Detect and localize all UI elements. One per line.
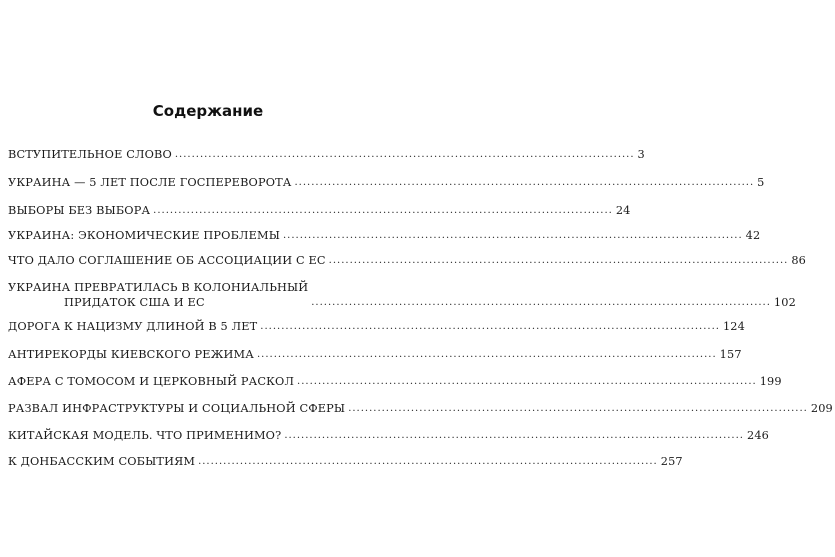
toc-page-number: 246: [746, 429, 769, 442]
toc-page-number: 157: [719, 348, 742, 361]
dot-leader: ..............................................................................................................: [348, 403, 808, 414]
dot-leader: ..............................................................................................................: [294, 177, 755, 188]
toc-entry-title-line1: УКРАИНА ПРЕВРАТИЛАСЬ В КОЛОНИАЛЬНЫЙ: [8, 281, 309, 294]
toc-entry-title: КИТАЙСКАЯ МОДЕЛЬ. ЧТО ПРИМЕНИМО?: [8, 429, 282, 442]
toc-entry: [8, 454, 683, 469]
dot-leader: ..............................................................................................................: [174, 149, 635, 160]
toc-entry-title: К ДОНБАССКИМ СОБЫТИЯМ: [8, 455, 196, 468]
dot-leader: ..............................................................................................................: [311, 297, 771, 308]
dot-leader: ..............................................................................................................: [260, 321, 720, 332]
toc-entry-title-block: [8, 280, 308, 310]
toc-entry-title: УКРАИНА — 5 ЛЕТ ПОСЛЕ ГОСПЕРЕВОРОТА: [8, 176, 292, 189]
toc-entry: [8, 319, 745, 334]
toc-entry: [8, 347, 742, 362]
toc-page-number: 102: [773, 296, 796, 309]
toc-entry: [8, 175, 765, 190]
dot-leader: ..............................................................................................................: [153, 205, 613, 216]
page-title: Содержание: [152, 102, 264, 120]
toc-entry-title: ДОРОГА К НАЦИЗМУ ДЛИНОЙ В 5 ЛЕТ: [8, 320, 258, 333]
toc-entry: [8, 203, 631, 218]
dot-leader: ..............................................................................................................: [282, 230, 743, 241]
toc-page-number: 199: [759, 375, 782, 388]
toc-page-number: 42: [745, 229, 761, 242]
toc-entry-title: УКРАИНА: ЭКОНОМИЧЕСКИЕ ПРОБЛЕМЫ: [8, 229, 280, 242]
toc-page-number: 124: [722, 320, 745, 333]
toc-entry-title: РАЗВАЛ ИНФРАСТРУКТУРЫ И СОЦИАЛЬНОЙ СФЕРЫ: [8, 402, 346, 415]
toc-page-number: 5: [757, 176, 765, 189]
dot-leader: ..............................................................................................................: [297, 376, 757, 387]
toc-entry-title: ВЫБОРЫ БЕЗ ВЫБОРА: [8, 204, 151, 217]
toc-entry-title: АНТИРЕКОРДЫ КИЕВСКОГО РЕЖИМА: [8, 348, 254, 361]
dot-leader: ..............................................................................................................: [284, 430, 744, 441]
toc-page-number: 3: [637, 148, 645, 161]
toc-entry: [8, 280, 796, 310]
toc-entry: [8, 228, 761, 243]
dot-leader: ..............................................................................................................: [198, 456, 658, 467]
toc-page-number: 24: [615, 204, 631, 217]
toc-entry: [8, 253, 807, 268]
toc-entry-title-line2: ПРИДАТОК США И ЕС: [64, 296, 205, 309]
toc-page-number: 257: [660, 455, 683, 468]
dot-leader: ..............................................................................................................: [256, 349, 717, 360]
dot-leader: ..............................................................................................................: [328, 255, 789, 266]
toc-entry: [8, 428, 769, 443]
toc-entry-title: ВСТУПИТЕЛЬНОЕ СЛОВО: [8, 148, 172, 161]
toc-entry: [8, 374, 782, 389]
toc-entry-title: АФЕРА С ТОМОСОМ И ЦЕРКОВНЫЙ РАСКОЛ: [8, 375, 295, 388]
toc-entry: [8, 147, 645, 162]
toc-entry-title: ЧТО ДАЛО СОГЛАШЕНИЕ ОБ АССОЦИАЦИИ С ЕС: [8, 254, 326, 267]
toc-page-number: 209: [810, 402, 833, 415]
toc-entry: [8, 401, 833, 416]
toc-page-number: 86: [791, 254, 807, 267]
